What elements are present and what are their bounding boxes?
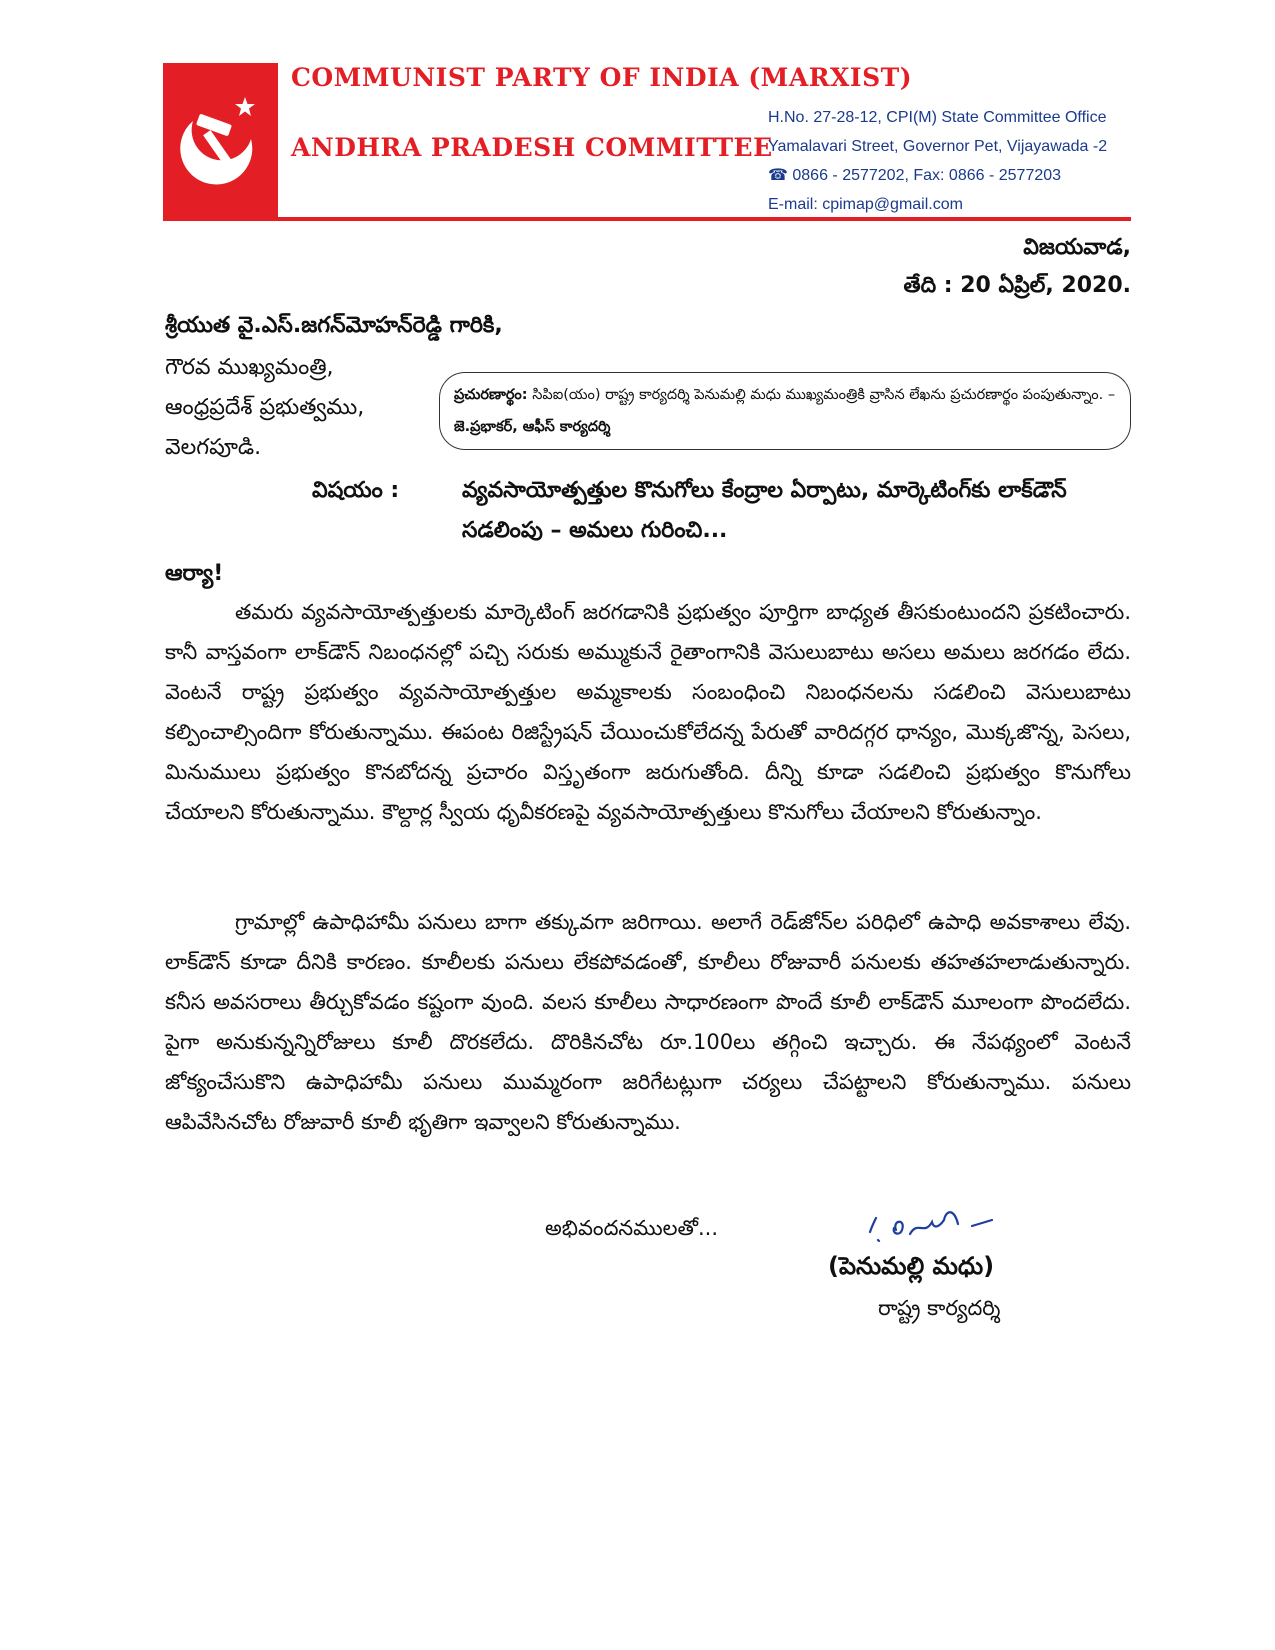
press-note-text: సిపిఐ(యం) రాష్ట్ర కార్యదర్శి పెనుమల్లి మధు ముఖ్యమంత్రికి వ్రాసిన లేఖను ప్రచురణార్థం పంపుతున్నాం. – xyxy=(527,387,1116,403)
press-note-author: జె.ప్రభాకర్, ఆఫీస్ కార్యదర్శి xyxy=(454,419,611,435)
address-line-2: Yamalavari Street, Governor Pet, Vijayawada -2 xyxy=(768,138,1108,155)
addressee: శ్రీయుత వై.ఎస్.జగన్‌మోహన్‌రెడ్డి గారికి, xyxy=(165,313,503,338)
subject-text: వ్యవసాయోత్పత్తుల కొనుగోలు కేంద్రాల ఏర్పాటు, మార్కెటింగ్‌కు లాక్‌డౌన్ సడలింపు – అమలు గురించి... xyxy=(462,478,1067,543)
address-line: ఆంధ్రప్రదేశ్ ప్రభుత్వము, xyxy=(165,395,365,420)
press-note-box xyxy=(439,372,1131,450)
contact-block xyxy=(768,103,1107,219)
party-logo xyxy=(163,63,278,221)
salutation: ఆర్యా! xyxy=(165,561,224,586)
signatory-name: (పెనుమల్లి మధు) xyxy=(828,1252,995,1280)
header-rule xyxy=(278,217,1131,221)
letter-date: తేది : 20 ఏప్రిల్, 2020. xyxy=(903,273,1131,298)
handwritten-signature-icon xyxy=(862,1200,1022,1250)
email: E-mail: cpimap@gmail.com xyxy=(768,196,963,213)
body-paragraph-2: గ్రామాల్లో ఉపాధిహామీ పనులు బాగా తక్కువగా జరిగాయి. అలాగే రెడ్‌జోన్‌ల పరిధిలో ఉపాధి అవకాశాలు లేవు. లాక్‌డౌన్ కూడా దీనికి కారణం. కూలీలకు పనులు లేకపోవడంతో, కూలీలు రోజువారీ పనులకు తహతహలాడుతున్నారు. కనీస అవసరాలు తీర్చుకోవడం కష్టంగా వుంది. వలస కూలీలు సాధారణంగా పొందే కూలీ లాక్‌డౌన్ మూలంగా పొందలేదు. పైగా అనుకున్నన్నిరోజులు కూలీ దొరకలేదు. దొరికినచోట రూ.100లు తగ్గించి ఇచ్చారు. ఈ నేపథ్యంలో వెంటనే జోక్యంచేసుకొని ఉపాధిహామీ పనులు ముమ్మరంగా జరిగేటట్లుగా చర్యలు చేపట్టాలని కోరుతున్నాము. పనులు ఆపివేసినచోట రోజువారీ కూలీ భృతిగా ఇవ్వాలని కోరుతున్నాము. xyxy=(165,910,1131,1134)
org-committee: ANDHRA PRADESH COMMITTEE xyxy=(291,133,773,162)
address-line: వెలగపూడి. xyxy=(165,435,262,460)
address-line: గౌరవ ముఖ్యమంత్రి, xyxy=(165,355,334,380)
org-name: COMMUNIST PARTY OF INDIA (MARXIST) xyxy=(291,63,913,92)
body-paragraph-1: తమరు వ్యవసాయోత్పత్తులకు మార్కెటింగ్ జరగడానికి ప్రభుత్వం పూర్తిగా బాధ్యత తీసకుంటుందని ప్రకటించారు. కానీ వాస్తవంగా లాక్‌డౌన్ నిబంధనల్లో పచ్చి సరుకు అమ్ముకునే రైతాంగానికి వెసులుబాటు అసలు అమలు జరగడం లేదు. వెంటనే రాష్ట్ర ప్రభుత్వం వ్యవసాయోత్పత్తుల అమ్మకాలకు సంబంధించి నిబంధనలను సడలించి వెసులుబాటు కల్పించాల్సిందిగా కోరుతున్నాము. ఈపంట రిజిస్ట్రేషన్ చేయించుకోలేదన్న పేరుతో వారిదగ్గర ధాన్యం, మొక్కజొన్న, పెసలు, మినుములు ప్రభుత్వం కొనబోదన్న ప్రచారం విస్తృతంగా జరుగుతోంది. దీన్ని కూడా సడలించి ప్రభుత్వం కొనుగోలు చేయాలని కోరుతున్నాము. కౌల్దార్ల స్వీయ ధృవీకరణపై వ్యవసాయోత్పత్తులు కొనుగోలు చేయాలని కోరుతున్నాం. xyxy=(165,600,1131,824)
subject-label: విషయం : xyxy=(312,478,400,503)
addressee-address xyxy=(165,348,364,468)
phone-fax: ☎ 0866 - 2577202, Fax: 0866 - 2577203 xyxy=(768,167,1062,184)
hammer-sickle-star-icon xyxy=(171,91,271,191)
closing: అభివందనములతో... xyxy=(545,1216,719,1240)
letterhead xyxy=(163,63,1131,221)
press-note-label: ప్రచురణార్థం: xyxy=(454,387,528,403)
letter-place: విజయవాడ, xyxy=(1023,235,1131,260)
signatory-title: రాష్ట్ర కార్యదర్శి xyxy=(878,1296,1001,1320)
address-line-1: H.No. 27-28-12, CPI(M) State Committee Office xyxy=(768,109,1107,126)
